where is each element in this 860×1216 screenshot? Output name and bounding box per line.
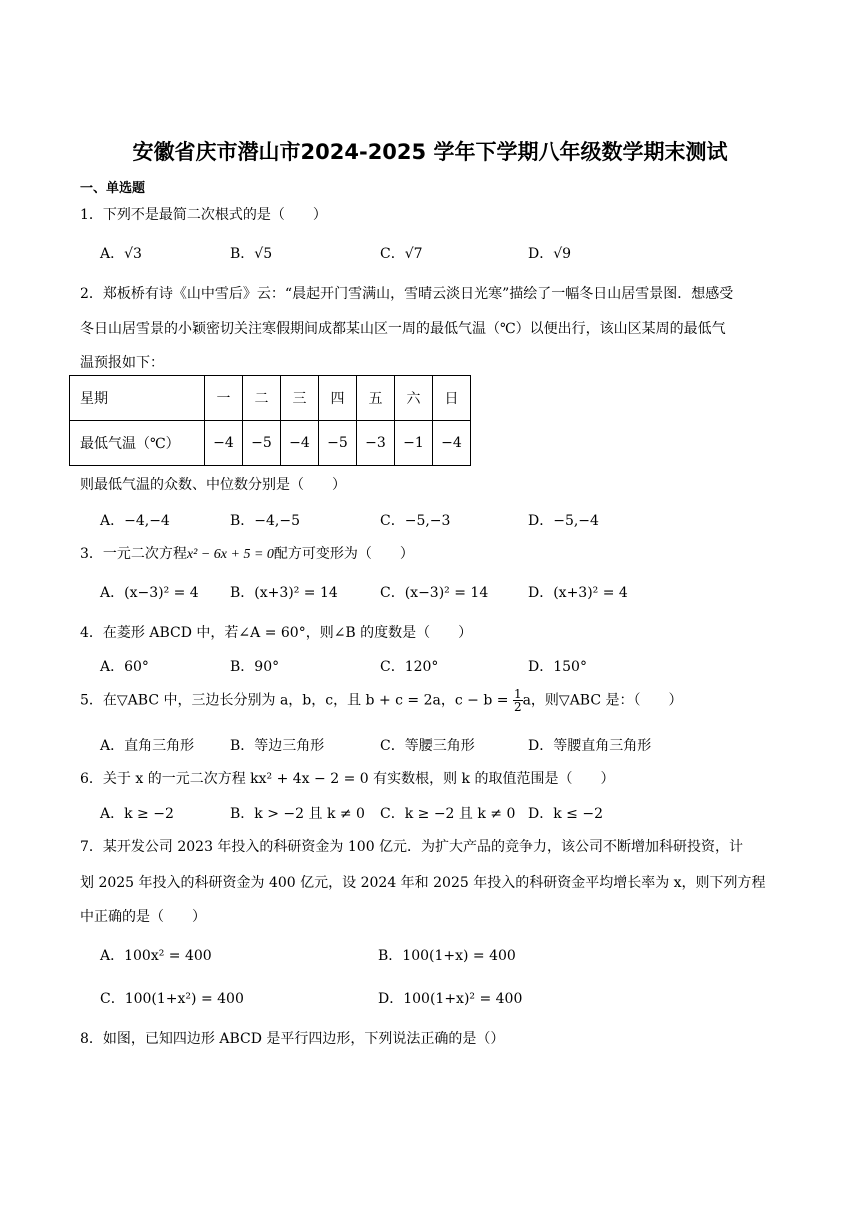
- q6-option-c: C．k ≥ −2 且 k ≠ 0: [380, 806, 516, 822]
- question-1-stem: 1．下列不是最简二次根式的是（ ）: [80, 207, 327, 223]
- table-header-cell: 最低气温（℃）: [70, 421, 205, 466]
- q6-option-b: B．k > −2 且 k ≠ 0: [230, 806, 365, 822]
- fraction-numerator: 1: [513, 687, 522, 701]
- q7-option-b: B．100(1+x) = 400: [378, 948, 516, 964]
- q5-option-c: C．等腰三角形: [380, 738, 475, 754]
- q7-option-a: A．100x² = 400: [100, 948, 212, 964]
- temperature-table: [69, 375, 471, 466]
- fraction-denominator: 2: [513, 700, 522, 714]
- q6-option-d: D．k ≤ −2: [528, 806, 603, 822]
- q5-option-d: D．等腰直角三角形: [528, 738, 652, 754]
- q2-option-d: D．−5,−4: [528, 513, 599, 529]
- table-cell: −4: [433, 421, 471, 466]
- q1-option-b: B．√5: [230, 246, 273, 262]
- q3-option-b: B．(x+3)² = 14: [230, 585, 338, 601]
- table-header-cell: 星期: [70, 376, 205, 421]
- section-heading: 一、单选题: [80, 181, 146, 196]
- question-2-line-2: 冬日山居雪景的小颖密切关注寒假期间成都某山区一周的最低气温（℃）以便出行，该山区某周的最低气: [80, 321, 726, 337]
- table-cell: 二: [243, 376, 281, 421]
- q7-option-c: C．100(1+x²) = 400: [100, 991, 244, 1007]
- table-cell: 一: [205, 376, 243, 421]
- table-cell: 三: [281, 376, 319, 421]
- table-cell: −1: [395, 421, 433, 466]
- q7-option-d: D．100(1+x)² = 400: [378, 991, 523, 1007]
- q5-option-b: B．等边三角形: [230, 738, 325, 754]
- q4-option-b: B．90°: [230, 659, 280, 675]
- q3-stem-start: 3．一元二次方程: [80, 546, 187, 562]
- table-cell: 日: [433, 376, 471, 421]
- q2-option-a: A．−4,−4: [100, 513, 170, 529]
- q6-option-a: A．k ≥ −2: [100, 806, 174, 822]
- question-6-stem: 6．关于 x 的一元二次方程 kx² + 4x − 2 = 0 有实数根，则 k 的取值范围是（ ）: [80, 771, 615, 787]
- question-2-line-1: 2．郑板桥有诗《山中雪后》云：“晨起开门雪满山，雪晴云淡日光寒”描绘了一幅冬日山居雪景图．想感受: [80, 286, 734, 302]
- table-cell: −5: [319, 421, 357, 466]
- q3-stem-end: 配方可变形为（ ）: [273, 546, 414, 562]
- question-5-stem: [80, 688, 683, 713]
- table-cell: −3: [357, 421, 395, 466]
- q3-option-a: A．(x−3)² = 4: [100, 585, 199, 601]
- question-2-line-3: 温预报如下：: [80, 355, 164, 371]
- question-7-line-2: 划 2025 年投入的科研资金为 400 亿元，设 2024 年和 2025 年投入的科研资金平均增长率为 x，则下列方程: [80, 875, 766, 891]
- q3-option-d: D．(x+3)² = 4: [528, 585, 628, 601]
- table-row: [70, 376, 471, 421]
- page-title: 安徽省庆市潜山市2024-2025 学年下学期八年级数学期末测试: [132, 140, 728, 164]
- question-8-stem: 8．如图，已知四边形 ABCD 是平行四边形，下列说法正确的是（）: [80, 1031, 505, 1047]
- question-4-stem: 4．在菱形 ABCD 中，若∠A = 60°，则∠B 的度数是（ ）: [80, 625, 473, 641]
- table-cell: 六: [395, 376, 433, 421]
- q5-stem-start: 5．在▽ABC 中，三边长分别为 a，b，c，且 b + c = 2a，c − b =: [80, 692, 509, 709]
- table-cell: 五: [357, 376, 395, 421]
- question-7-line-1: 7．某开发公司 2023 年投入的科研资金为 100 亿元．为扩大产品的竞争力，该公司不断增加科研投资，计: [80, 839, 744, 855]
- question-2-prompt: 则最低气温的众数、中位数分别是（ ）: [80, 477, 346, 493]
- q5-stem-end: a，则▽ABC 是：（ ）: [522, 692, 683, 709]
- q4-option-c: C．120°: [380, 659, 439, 675]
- q3-option-c: C．(x−3)² = 14: [380, 585, 489, 601]
- q1-option-a: A．√3: [100, 246, 142, 262]
- q2-option-c: C．−5,−3: [380, 513, 451, 529]
- table-row: [70, 421, 471, 466]
- table-cell: 四: [319, 376, 357, 421]
- q3-equation: x² − 6x + 5 = 0: [186, 547, 274, 562]
- table-cell: −4: [281, 421, 319, 466]
- table-cell: −4: [205, 421, 243, 466]
- q5-option-a: A．直角三角形: [100, 738, 195, 754]
- question-3-stem: [80, 543, 414, 563]
- q4-option-d: D．150°: [528, 659, 587, 675]
- q1-option-c: C．√7: [380, 246, 423, 262]
- question-7-line-3: 中正确的是（ ）: [80, 909, 206, 925]
- q5-fraction: [513, 688, 523, 713]
- table-cell: −5: [243, 421, 281, 466]
- q4-option-a: A．60°: [100, 659, 149, 675]
- q2-option-b: B．−4,−5: [230, 513, 301, 529]
- q1-option-d: D．√9: [528, 246, 572, 262]
